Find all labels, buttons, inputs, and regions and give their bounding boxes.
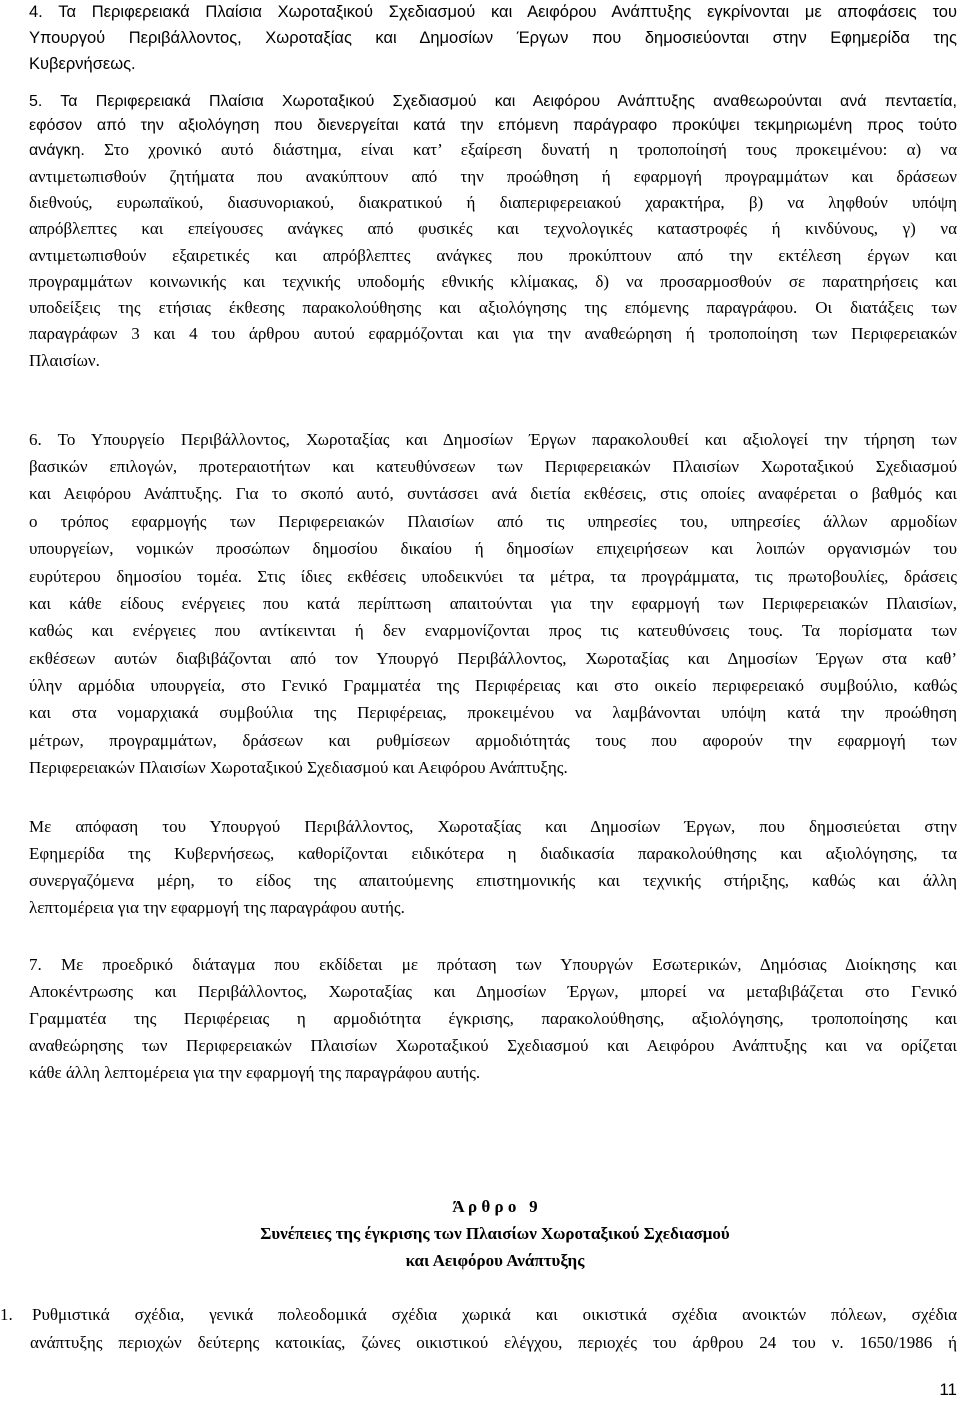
paragraph-6-line: μέτρων, προγραμμάτων, δράσεων και ρυθμίσεων αρμοδιότητάς τους που αφορούν την εφαρμογή των [29,731,957,750]
paragraph-5-line [29,138,957,162]
paragraph-6-line: και στα νομαρχιακά συμβούλια της Περιφέρειας, προκειμένου να λαμβάνονται υπόψη κατά την προώθηση [29,703,957,722]
page-number: 11 [939,1380,957,1399]
paragraph-6-line: καθώς και ενέργειες που αντίκεινται ή δεν εναρμονίζονται προς τις κατευθύνσεις τους. Τα πορίσματα των [29,621,957,640]
paragraph-5-line: παραγράφων 3 και 4 του άρθρου αυτού εφαρμόζονται και για την αναθεώρηση ή τροποποίηση των Περιφερειακών [29,324,957,343]
paragraph-7-line: Αποκέντρωσης και Περιβάλλοντος, Χωροταξίας και Δημοσίων Έργων, μπορεί να μεταβιβάζεται στο Γενικό [29,982,957,1001]
article-title-line: και Αειφόρου Ανάπτυξης [405,1251,585,1270]
article-heading: Ά ρ θ ρ ο 9 [452,1197,538,1216]
paragraph-5-line-serif-part: Στο χρονικό αυτό διάστημα, είναι κατ’ εξαίρεση δυνατή η τροποποίησή τους προκειμένου: α) να [104,140,957,159]
paragraph-decision-line: Εφημερίδα της Κυβερνήσεως, καθορίζονται ειδικότερα η διαδικασία παρακολούθησης και αξιολόγησης, τα [29,844,957,863]
paragraph-7-line: αναθεώρησης των Περιφερειακών Πλαισίων Χωροταξικού Σχεδιασμού και Αειφόρου Ανάπτυξης και να ορίζεται [29,1036,957,1055]
paragraph-7-line: 7. Με προεδρικό διάταγμα που εκδίδεται με πρόταση των Υπουργών Εσωτερικών, Δημόσιας Διοίκησης και [29,955,957,974]
paragraph-6-line: και κάθε είδους ενέργειες που κατά περίπτωση απαιτούνται για την εφαρμογή των Περιφερειακών Πλαισίων, [29,594,957,613]
paragraph-7-line: κάθε άλλη λεπτομέρεια για την εφαρμογή της παραγράφου αυτής. [29,1063,481,1082]
paragraph-6-line: ο τρόπος εφαρμογής των Περιφερειακών Πλαισίων από τις υπηρεσίες του, υπηρεσίες άλλων αρμοδίων [29,512,957,531]
list-item-number: 1. [0,1305,13,1324]
paragraph-5-line: 5. Τα Περιφερειακά Πλαίσια Χωροταξικού Σχεδιασμού και Αειφόρου Ανάπτυξης αναθεωρούνται ανά πενταετία, [29,93,957,110]
paragraph-6-line: και Αειφόρου Ανάπτυξης. Για το σκοπό αυτό, συντάσσει ανά διετία εκθέσεις, στις οποίες αναφέρεται ο βαθμός και [29,484,957,503]
paragraph-decision-line: λεπτομέρεια για την εφαρμογή της παραγράφου αυτής. [29,898,405,917]
paragraph-7-line: Γραμματέα της Περιφέρειας η αρμοδιότητα έγκρισης, παρακολούθησης, αξιολόγησης, τροποποίησης και [29,1009,957,1028]
paragraph-5-line: διεθνούς, ευρωπαϊκού, διασυνοριακού, διακρατικού ή διαπεριφερειακού χαρακτήρα, β) να ληφθούν υπόψη [29,193,957,212]
paragraph-6-line: ευρύτερου δημοσίου τομέα. Στις ίδιες εκθέσεις υποδεικνύει τα μέτρα, τα προγράμματα, τις πρωτοβουλίες, δράσεις [29,567,957,586]
paragraph-6-line: εκθέσεων αυτών διαβιβάζονται από τον Υπουργό Περιβάλλοντος, Χωροταξίας και Δημοσίων Έργων στα καθ’ [29,649,957,668]
paragraph-5-line: Πλαισίων. [29,351,100,370]
paragraph-5-line: αντιμετωπισθούν ζητήματα που ανακύπτουν από την προώθηση ή εφαρμογή προγραμμάτων και δράσεων [29,167,957,186]
article-title-line: Συνέπειες της έγκρισης των Πλαισίων Χωροταξικού Σχεδιασμού [260,1224,730,1243]
paragraph-5-line: προγραμμάτων κοινωνικής και τεχνικής υποδομής εθνικής κλίμακας, δ) να προσαρμοσθούν σε παρατηρήσεις και [29,272,957,291]
list-item-line: ανάπτυξης περιοχών δεύτερης κατοικίας, ζώνες οικιστικού ελέγχου, περιοχές του άρθρου 24 του ν. 1650/1986 ή [30,1333,957,1352]
paragraph-6-line: υπουργείων, νομικών προσώπων δημοσίου δικαίου ή δημοσίων επιχειρήσεων και λοιπών οργανισμών του [29,539,957,558]
paragraph-decision-line: συνεργαζόμενα μέρη, το είδος της απαιτούμενης επιστημονικής και τεχνικής στήριξης, καθώς και άλλη [29,871,957,890]
paragraph-5-line: αντιμετωπισθούν εξαιρετικές και απρόβλεπτες ανάγκες που προκύπτουν από την εκτέλεση έργων και [29,246,957,265]
paragraph-5-line: εφόσον από την αξιολόγηση που διενεργείται κατά την επόμενη παράγραφο προκύψει τεκμηριωμένη προς τούτο [29,117,957,134]
paragraph-6-line: ύλην αρμόδια υπουργεία, στο Γενικό Γραμματέα της Περιφέρειας και στο οικείο περιφερειακό συμβούλιο, καθώς [29,676,957,695]
paragraph-5-line: απρόβλεπτες και επείγουσες ανάγκες από φυσικές και τεχνολογικές καταστροφές ή κινδύνους, γ) να [29,219,957,238]
paragraph-decision-line: Με απόφαση του Υπουργού Περιβάλλοντος, Χωροταξίας και Δημοσίων Έργων, που δημοσιεύεται στην [29,817,957,836]
paragraph-4-line: 4. Τα Περιφερειακά Πλαίσια Χωροταξικού Σχεδιασμού και Αειφόρου Ανάπτυξης εγκρίνονται με αποφάσεις του [29,3,957,21]
paragraph-4-line: Υπουργού Περιβάλλοντος, Χωροταξίας και Δημοσίων Έργων που δημοσιεύονται στην Εφημερίδα της [29,29,957,47]
paragraph-5-line: υποδείξεις της ετήσιας έκθεσης παρακολούθησης και αξιολόγησης της επόμενης παραγράφου. Οι διατάξεις των [29,298,957,317]
paragraph-6-line: βασικών επιλογών, προτεραιοτήτων και κατευθύνσεων των Περιφερειακών Πλαισίων Χωροταξικού Σχεδιασμού [29,457,957,476]
paragraph-4-line: Κυβερνήσεως. [29,55,136,73]
list-item-line: Ρυθμιστικά σχέδια, γενικά πολεοδομικά σχέδια χωρικά και οικιστικά σχέδια ανοικτών πόλεων, σχέδια [32,1305,957,1324]
paragraph-6-line: Περιφερειακών Πλαισίων Χωροταξικού Σχεδιασμού και Αειφόρου Ανάπτυξης. [29,758,568,777]
paragraph-6-line: 6. Το Υπουργείο Περιβάλλοντος, Χωροταξίας και Δημοσίων Έργων παρακολουθεί και αξιολογεί την τήρηση των [29,430,957,449]
paragraph-5-line-sans-part: ανάγκη. [29,142,85,159]
